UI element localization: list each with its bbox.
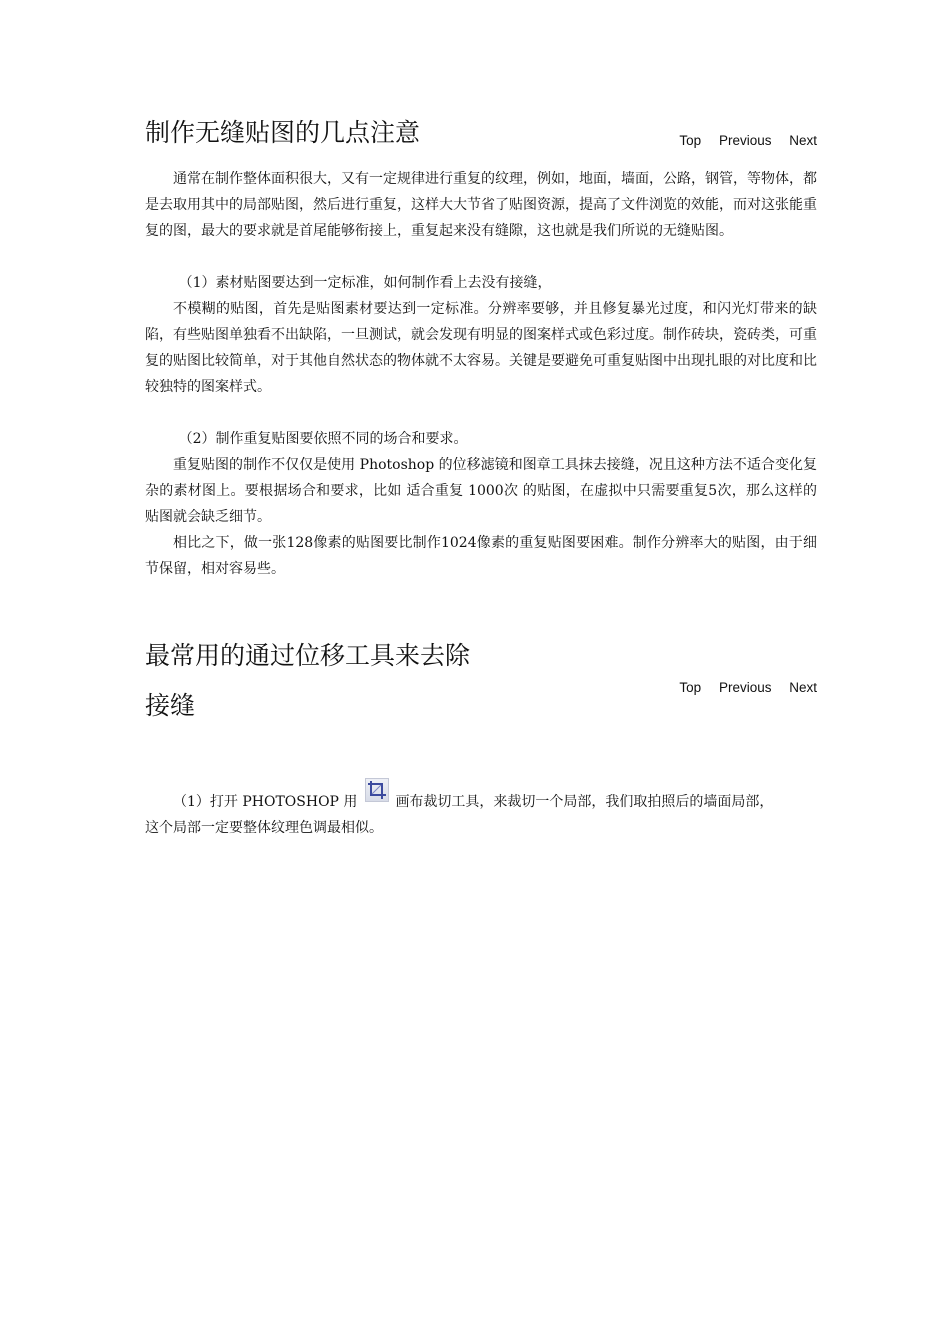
section-title-line1: 最常用的通过位移工具来去除: [145, 641, 471, 670]
step1-text-before: （1）打开 PHOTOSHOP 用: [173, 794, 358, 810]
nav-next-link[interactable]: Next: [789, 133, 817, 148]
nav-previous-link[interactable]: Previous: [718, 680, 772, 695]
point2-heading: （2）制作重复贴图要依照不同的场合和要求。: [178, 431, 468, 447]
section-seamless-notes: [145, 113, 817, 582]
point2-paragraph-1: 重复贴图的制作不仅仅是使用 Photoshop 的位移滤镜和图章工具抹去接缝，况且这种方法不适合变化复杂的素材图上。要根据场合和要求，比如 适合重复 1000次 的贴图，在虚拟中只需要重复5次，那么这样的贴图就会缺乏细节。: [145, 457, 817, 525]
point2-paragraph-2: 相比之下，做一张128像素的贴图要比制作1024像素的重复贴图要困难。制作分辨率大的贴图，由于细节保留，相对容易些。: [145, 535, 817, 577]
section-title-line2: 接缝: [145, 691, 196, 720]
step1-continuation: 这个局部一定要整体纹理色调最相似。: [145, 820, 383, 836]
intro-paragraph: 通常在制作整体面积很大，又有一定规律进行重复的纹理，例如，地面，墙面，公路，钢管，等物体，都是去取用其中的局部贴图，然后进行重复，这样大大节省了贴图资源，提高了文件浏览的效能，而对这张能重复的图，最大的要求就是首尾能够衔接上，重复起来没有缝隙，这也就是我们所说的无缝贴图。: [145, 171, 817, 239]
crop-tool-icon: [365, 778, 389, 802]
point1-heading: （1）素材贴图要达到一定标准，如何制作看上去没有接缝，: [178, 275, 552, 291]
section-offset-tool: [145, 636, 817, 841]
point1-paragraph: 不模糊的贴图，首先是贴图素材要达到一定标准。分辨率要够，并且修复暴光过度，和闪光灯带来的缺陷，有些贴图单独看不出缺陷，一旦测试，就会发现有明显的图案样式或色彩过度。制作砖块，瓷砖类，可重复的贴图比较简单，对于其他自然状态的物体就不太容易。关键是要避免可重复贴图中出现扎眼的对比度和比较独特的图案样式。: [145, 301, 817, 395]
section-nav: [665, 680, 817, 695]
step1-text-after: 画布裁切工具，来裁切一个局部，我们取拍照后的墙面局部，: [395, 794, 774, 810]
nav-previous-link[interactable]: Previous: [718, 133, 772, 148]
section-title: 制作无缝贴图的几点注意: [145, 118, 421, 147]
step1-paragraph: [145, 778, 817, 815]
nav-top-link[interactable]: Top: [679, 133, 702, 148]
nav-next-link[interactable]: Next: [789, 680, 817, 695]
section-nav: [665, 133, 817, 148]
nav-top-link[interactable]: Top: [679, 680, 702, 695]
